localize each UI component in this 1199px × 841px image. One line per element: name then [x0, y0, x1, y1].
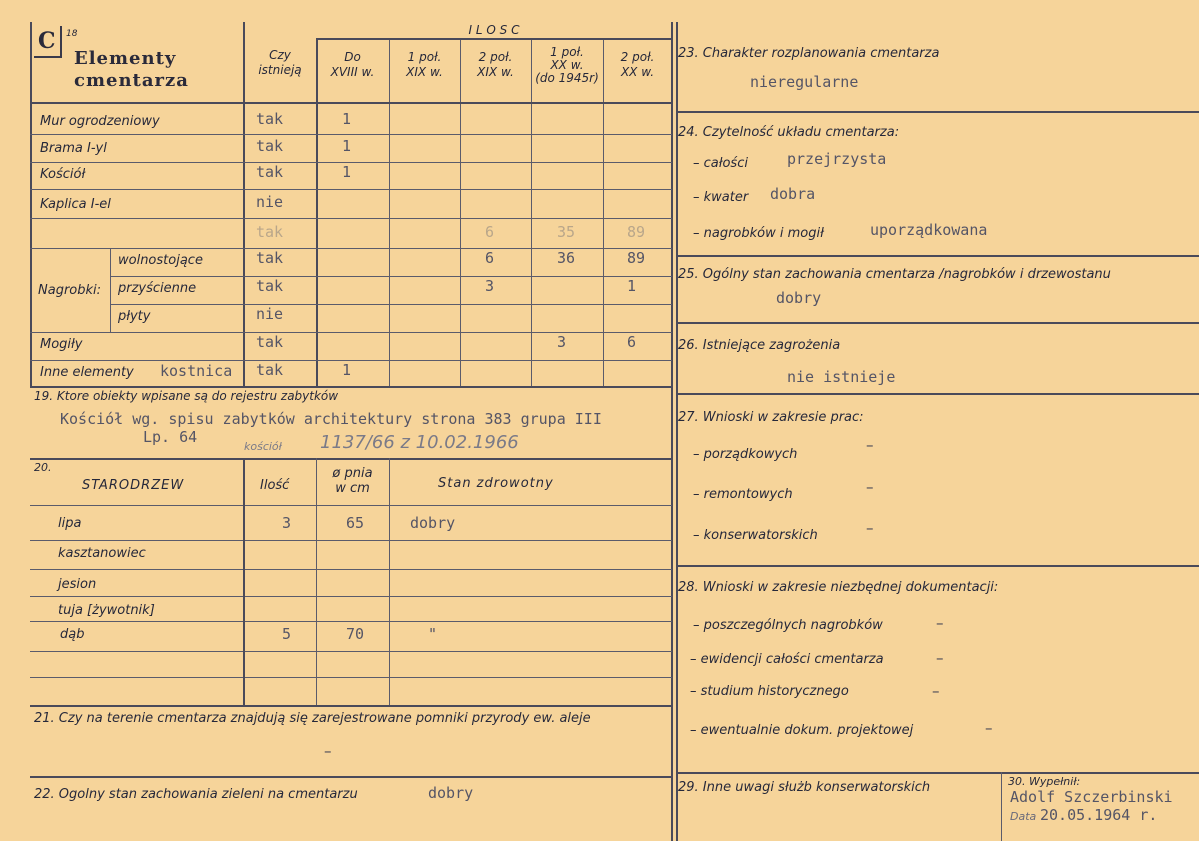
s24-item1-label: – całości [693, 156, 748, 171]
tree-name: lipa [58, 516, 82, 531]
s24-item3-label: – nagrobków i mogił [693, 226, 824, 241]
s23-label: 23. Charakter rozplanowania cmentarza [678, 46, 940, 61]
row-value: 3 [485, 277, 495, 295]
tree-dia: 65 [346, 514, 365, 532]
tree-dia: 70 [346, 625, 365, 643]
s30-date: 20.05.1964 r. [1040, 806, 1158, 824]
s27-label: 27. Wnioski w zakresie prac: [678, 410, 864, 425]
card-letter-sup: 18 [66, 29, 78, 39]
s19-note-small: kościół [244, 440, 282, 453]
row-label: Mur ogrodzeniowy [40, 114, 160, 129]
s24-item3-value: uporządkowana [870, 221, 988, 239]
row-czy: nie [256, 305, 284, 323]
s27-item2-value: – [866, 478, 874, 496]
period-4: 1 poł. XX w. (do 1945r) [535, 45, 599, 85]
row-label: przyścienne [118, 281, 197, 296]
row-czy: tak [256, 223, 284, 241]
col-czy-header: Czy istnieją [258, 48, 302, 77]
s28-item4-label: – ewentualnie dokum. projektowej [690, 723, 914, 738]
period-3: 2 poł. XIX w. [477, 50, 514, 79]
s20-col4: Stan zdrowotny [438, 476, 554, 491]
tree-state: " [428, 625, 438, 643]
s28-item1-value: – [936, 614, 944, 632]
row-czy: nie [256, 193, 284, 211]
row-czy: tak [256, 361, 284, 379]
row-value: 89 [627, 223, 646, 241]
s28-item3-label: – studium historycznego [690, 684, 849, 699]
s19-note-reg: 1137/66 z 10.02.1966 [320, 432, 519, 453]
s20-col2: Ilość [260, 478, 290, 493]
s30-date-label: Data [1010, 810, 1037, 823]
row-value: 89 [627, 249, 646, 267]
s19-line1: Kościół wg. spisu zabytków architektury strona 383 grupa III [60, 410, 602, 428]
s21-value: – [324, 742, 332, 760]
s19-label: 19. Ktore obiekty wpisane są do rejestru zabytków [34, 389, 339, 403]
row-czy: tak [256, 333, 284, 351]
s27-item1-value: – [866, 436, 874, 454]
s28-item2-value: – [936, 649, 944, 667]
row-label: płyty [118, 309, 151, 324]
s29-label: 29. Inne uwagi służb konserwatorskich [678, 780, 931, 795]
s28-item1-label: – poszczególnych nagrobków [693, 618, 883, 633]
card-letter: C [38, 28, 57, 54]
s28-item4-value: – [985, 719, 993, 737]
row-value: 35 [557, 223, 576, 241]
row-value: 1 [342, 163, 352, 181]
s30-label: 30. Wypełnił: [1008, 775, 1081, 788]
s20-col1: STARODRZEW [82, 478, 185, 493]
period-1: Do XVIII w. [330, 50, 375, 79]
s22-label: 22. Ogolny stan zachowania zieleni na cmentarzu [34, 787, 358, 802]
s19-line2: Lp. 64 [143, 428, 198, 446]
s24-item2-label: – kwater [693, 190, 749, 205]
period-2: 1 poł. XIX w. [406, 50, 443, 79]
row-value: 1 [342, 361, 352, 379]
s24-label: 24. Czytelność układu cmentarza: [678, 125, 900, 140]
s28-item3-value: – [932, 682, 940, 700]
row-label: Kościół [40, 167, 86, 182]
s25-value: dobry [776, 289, 822, 307]
row-czy: tak [256, 277, 284, 295]
ilosc-header: I L O S C [468, 23, 520, 37]
tree-qty: 5 [282, 625, 292, 643]
nagrobki-label: Nagrobki: [38, 283, 102, 298]
s27-item1-label: – porządkowych [693, 447, 798, 462]
s28-label: 28. Wnioski w zakresie niezbędnej dokumentacji: [678, 580, 999, 595]
s20-col3: ø pnia w cm [332, 466, 373, 496]
s26-value: nie istnieje [787, 368, 896, 386]
row-czy: tak [256, 137, 284, 155]
row-czy: tak [256, 110, 284, 128]
row-czy: tak [256, 249, 284, 267]
row-label: Mogiły [40, 337, 83, 352]
row-extra: kostnica [160, 362, 233, 380]
tree-name: jesion [58, 577, 97, 592]
row-value: 1 [342, 110, 352, 128]
row-value: 6 [627, 333, 637, 351]
s24-item2-value: dobra [770, 185, 816, 203]
row-label: wolnostojące [118, 253, 203, 268]
tree-name: tuja [żywotnik] [58, 603, 155, 618]
s30-name: Adolf Szczerbinski [1010, 788, 1173, 806]
tree-state: dobry [410, 514, 456, 532]
row-value: 1 [342, 137, 352, 155]
row-value: 6 [485, 223, 495, 241]
row-value: 1 [627, 277, 637, 295]
s27-item2-label: – remontowych [693, 487, 793, 502]
s28-item2-label: – ewidencji całości cmentarza [690, 652, 884, 667]
row-czy: tak [256, 163, 284, 181]
tree-qty: 3 [282, 514, 292, 532]
row-value: 36 [557, 249, 576, 267]
s27-item3-value: – [866, 519, 874, 537]
period-5: 2 poł. XX w. [620, 50, 655, 79]
title-line1: Elementy [74, 48, 177, 69]
s24-item1-value: przejrzysta [787, 150, 887, 168]
row-label: Inne elementy [40, 365, 134, 380]
title-line2: cmentarza [74, 70, 189, 91]
s25-label: 25. Ogólny stan zachowania cmentarza /nagrobków i drzewostanu [678, 267, 1111, 282]
s20-num: 20. [34, 461, 52, 474]
s21-label: 21. Czy na terenie cmentarza znajdują się zarejestrowane pomniki przyrody ew. aleje [34, 711, 591, 726]
row-label: Kaplica I-el [40, 197, 111, 212]
row-value: 6 [485, 249, 495, 267]
s26-label: 26. Istniejące zagrożenia [678, 338, 841, 353]
tree-name: dąb [60, 627, 85, 642]
row-label: Brama I-yl [40, 141, 107, 156]
tree-name: kasztanowiec [58, 546, 146, 561]
s27-item3-label: – konserwatorskich [693, 528, 818, 543]
s22-value: dobry [428, 784, 474, 802]
s23-value: nieregularne [750, 73, 859, 91]
row-value: 3 [557, 333, 567, 351]
